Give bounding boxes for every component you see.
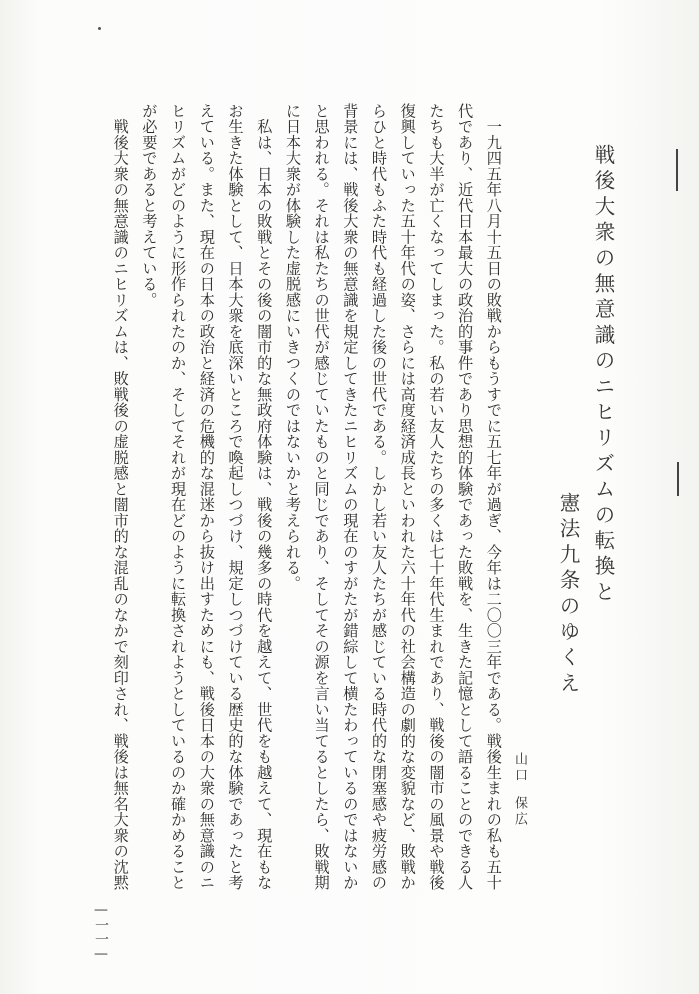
document-title-line1: 戦後大衆の無意識のニヒリズムの転換と [591, 144, 615, 607]
author-family-name: 山口 [512, 752, 527, 784]
page-number: —一一— [93, 902, 109, 962]
author-given-name: 保広 [512, 796, 527, 828]
binding-mark-middle [677, 462, 679, 496]
paragraph-3: 戦後大衆の無意識のニヒリズムは、敗戦後の虚脱感と闇市的な混乱のなかで刻印され、戦後は無名大衆の沈黙 [111, 103, 130, 891]
binding-mark-top [676, 149, 678, 191]
stray-mark [98, 27, 101, 30]
paragraph-2: 私は、日本の敗戦とその後の闇市的な無政府体験は、戦後の幾多の時代を越えて、世代をも越えて、現在もなお生きた体験として、日本大衆を底深いところで喚起しつづけ、規定しつづけている歴史的な体験であったと考えている。また、現在の日本の政治と経済の危機的な混迷から抜け出すためにも、戦後日本の大衆の無意識のニヒリズムがどのように形作られたのか、そしてそれが現在どのように転換されようとしているのか確かめることが必要であると考えている。 [140, 103, 274, 891]
document-title-line2: 憲法九条のゆくえ [556, 492, 580, 698]
author-name [510, 752, 529, 828]
paragraph-1: 一九四五年八月十五日の敗戦からもうすでに五七年が過ぎ、今年は二〇〇三年である。戦後生まれの私も五十代であり、近代日本最大の政治的事件であり思想的体験であった敗戦を、生きた記憶として語ることのできる人たちも大半が亡くなってしまった。私の若い友人たちの多くは七十年代生まれであり、戦後の闇市の風景や戦後復興していった五十年代の姿、さらには高度経済成長といわれた六十年代の社会構造の劇的な変貌など、敗戦からひと時代もふた時代も経過した後の世代である。しかし若い友人たちが感じている時代的な閉塞感や疲労感の背景には、戦後大衆の無意識を規定してきたニヒリズムの現在のすがたが錯綜して横たわっているのではないかと思われる。それは私たちの世代が感じていたものと同じであり、そしてその源を言い当てるとしたら、敗戦期に日本大衆が体験した虚脱感にいきつくのではないかと考えられる。 [283, 103, 503, 891]
body-text [106, 103, 508, 903]
